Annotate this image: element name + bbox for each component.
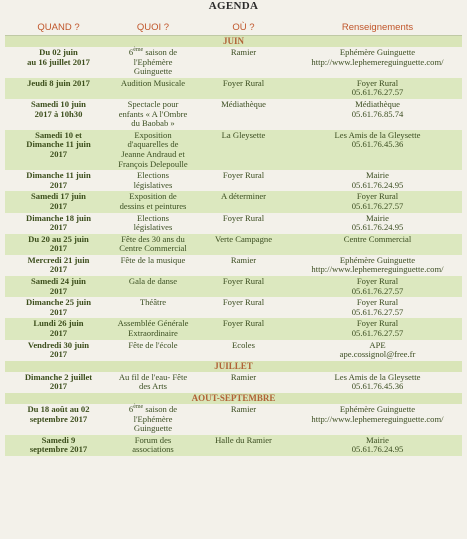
cell-line: Foyer Rural xyxy=(356,77,399,88)
cell-when xyxy=(5,234,112,255)
cell-where xyxy=(194,297,293,318)
cell-line: Dimanche 25 juin xyxy=(26,297,91,308)
event-row xyxy=(5,191,462,212)
cell-when xyxy=(5,372,112,393)
cell-line: Centre Commercial xyxy=(343,233,412,244)
event-row xyxy=(5,130,462,170)
section-label: JUILLET xyxy=(5,361,462,372)
cell-when xyxy=(5,255,112,276)
cell-line: l'Ephémère xyxy=(133,413,173,424)
cell-line: 2017 xyxy=(49,243,68,254)
cell-line: APE xyxy=(369,339,386,350)
cell-where xyxy=(194,191,293,212)
cell-what xyxy=(112,318,194,339)
cell-line: Gala de danse xyxy=(128,276,178,287)
header-renseignements: Renseignements xyxy=(293,20,462,36)
cell-line: 05.61.76.27.57 xyxy=(351,328,404,339)
cell-line: 2017 xyxy=(49,306,68,317)
cell-line: 2017 xyxy=(49,222,68,233)
cell-line: Foyer Rural xyxy=(222,297,265,308)
cell-when xyxy=(5,47,112,78)
cell-line: 05.61.76.24.95 xyxy=(351,179,404,190)
cell-line: http://www.lephemereguinguette.com/ xyxy=(311,264,444,275)
cell-what xyxy=(112,297,194,318)
section-row xyxy=(5,361,462,372)
cell-line: Fête des 30 ans du xyxy=(121,233,185,244)
cell-what xyxy=(112,404,194,435)
header-quand: QUAND ? xyxy=(5,20,112,36)
cell-line: 2017 xyxy=(49,148,68,159)
cell-line: 6ème saison de xyxy=(128,47,178,57)
cell-info xyxy=(293,130,462,170)
cell-line: 05.61.76.85.74 xyxy=(351,108,404,119)
cell-line: Ramier xyxy=(230,404,257,414)
section-row xyxy=(5,36,462,48)
cell-line: 2017 xyxy=(49,285,68,296)
cell-when xyxy=(5,276,112,297)
cell-info xyxy=(293,213,462,234)
event-row xyxy=(5,297,462,318)
cell-line: législatives xyxy=(133,222,173,233)
cell-line: Mercredi 21 juin xyxy=(27,254,90,265)
cell-line: Halle du Ramier xyxy=(215,434,272,445)
cell-line: 2017 xyxy=(49,349,68,360)
cell-line: Dimanche 18 juin xyxy=(26,212,91,223)
cell-where xyxy=(194,255,293,276)
cell-line: Foyer Rural xyxy=(222,318,265,329)
cell-line: Ramier xyxy=(230,47,257,57)
cell-line: Vendredi 30 juin xyxy=(27,339,90,350)
cell-what xyxy=(112,435,194,456)
event-row xyxy=(5,340,462,361)
cell-line: Guinguette xyxy=(133,423,173,434)
cell-line: Au fil de l'eau- Fête xyxy=(118,371,188,382)
cell-line: Foyer Rural xyxy=(222,170,265,181)
section-label: AOUT-SEPTEMBRE xyxy=(5,393,462,404)
cell-line: Dimanche 11 juin xyxy=(26,170,91,181)
cell-when xyxy=(5,99,112,130)
cell-where xyxy=(194,276,293,297)
cell-line: Médiathèque xyxy=(221,98,266,109)
cell-line: 05.61.76.24.95 xyxy=(351,222,404,233)
cell-what xyxy=(112,99,194,130)
event-row xyxy=(5,404,462,435)
event-row xyxy=(5,78,462,99)
cell-line: Foyer Rural xyxy=(356,191,399,202)
cell-line: Elections xyxy=(137,170,169,181)
cell-line: Lundi 26 juin xyxy=(33,318,84,329)
cell-where xyxy=(194,99,293,130)
cell-line: législatives xyxy=(133,179,173,190)
cell-line: septembre 2017 xyxy=(29,444,88,455)
agenda-table xyxy=(5,20,462,456)
cell-line: Jeudi 8 juin 2017 xyxy=(27,77,90,88)
cell-what xyxy=(112,372,194,393)
cell-what xyxy=(112,276,194,297)
section-label: JUIN xyxy=(5,36,462,48)
cell-when xyxy=(5,130,112,170)
cell-line: Samedi 24 juin xyxy=(31,276,86,287)
cell-what xyxy=(112,213,194,234)
cell-when xyxy=(5,213,112,234)
agenda-title: AGENDA xyxy=(208,0,259,12)
cell-where xyxy=(194,130,293,170)
cell-what xyxy=(112,340,194,361)
cell-info xyxy=(293,435,462,456)
cell-when xyxy=(5,435,112,456)
cell-line: Forum des xyxy=(134,434,172,445)
cell-line: 2017 xyxy=(49,328,68,339)
cell-line: Extraordinaire xyxy=(128,328,178,339)
cell-line: Mairie xyxy=(366,434,389,445)
cell-line: 6ème saison de xyxy=(128,404,178,414)
cell-line: Ephémère Guinguette xyxy=(339,254,416,265)
cell-line: 2017 à 10h30 xyxy=(34,108,83,119)
cell-line: Fête de la musique xyxy=(120,254,186,265)
cell-line: Samedi 9 xyxy=(41,434,76,445)
cell-line: 2017 xyxy=(49,200,68,211)
cell-line: Samedi 10 et xyxy=(35,129,82,140)
header-row xyxy=(5,20,462,36)
cell-line: Du 18 août au 02 xyxy=(27,404,90,414)
cell-line: Les Amis de la Gleysette xyxy=(334,371,421,382)
cell-line: ape.cossignol@free.fr xyxy=(339,349,416,360)
cell-line: Les Amis de la Gleysette xyxy=(334,129,421,140)
cell-info xyxy=(293,297,462,318)
cell-line: Centre Commercial xyxy=(119,243,187,254)
event-row xyxy=(5,213,462,234)
cell-line: Foyer Rural xyxy=(222,276,265,287)
cell-line: l'Ephémère xyxy=(133,56,173,67)
cell-line: Guinguette xyxy=(133,66,173,77)
cell-line: A déterminer xyxy=(220,191,267,202)
cell-info xyxy=(293,318,462,339)
cell-line: Samedi 10 juin xyxy=(31,98,86,109)
cell-line: 2017 xyxy=(49,179,68,190)
cell-line: 05.61.76.24.95 xyxy=(351,444,404,455)
cell-info xyxy=(293,372,462,393)
cell-line: Foyer Rural xyxy=(222,77,265,88)
cell-line: 05.61.76.45.36 xyxy=(351,139,404,150)
cell-line: Du 02 juin xyxy=(39,47,78,57)
cell-line: Ramier xyxy=(230,254,257,265)
agenda-body xyxy=(5,36,462,456)
cell-line: du Baobab » xyxy=(131,118,175,129)
cell-when xyxy=(5,318,112,339)
cell-info xyxy=(293,99,462,130)
cell-line: Elections xyxy=(137,212,169,223)
cell-info xyxy=(293,255,462,276)
cell-info xyxy=(293,47,462,78)
cell-line: Mairie xyxy=(366,212,389,223)
cell-line: Foyer Rural xyxy=(356,318,399,329)
cell-info xyxy=(293,78,462,99)
event-row xyxy=(5,255,462,276)
cell-where xyxy=(194,234,293,255)
cell-line: Dimanche 11 juin xyxy=(26,139,91,150)
event-row xyxy=(5,234,462,255)
cell-line: Audition Musicale xyxy=(120,77,186,88)
cell-line: http://www.lephemereguinguette.com/ xyxy=(311,413,444,424)
cell-line: 2017 xyxy=(49,381,68,392)
cell-line: Médiathèque xyxy=(355,98,400,109)
event-row xyxy=(5,435,462,456)
event-row xyxy=(5,276,462,297)
cell-where xyxy=(194,404,293,435)
cell-what xyxy=(112,130,194,170)
cell-line: Ecoles xyxy=(232,339,255,350)
cell-line: 05.61.76.27.57 xyxy=(351,306,404,317)
cell-line: 05.61.76.27.57 xyxy=(351,200,404,211)
cell-what xyxy=(112,234,194,255)
cell-line: Foyer Rural xyxy=(356,297,399,308)
cell-when xyxy=(5,404,112,435)
cell-when xyxy=(5,78,112,99)
cell-line: 05.61.76.27.57 xyxy=(351,87,404,98)
cell-line: associations xyxy=(132,444,174,455)
cell-line: septembre 2017 xyxy=(29,413,88,424)
cell-line: Dimanche 2 juillet xyxy=(24,371,93,382)
cell-line: Samedi 17 juin xyxy=(31,191,86,202)
section-row xyxy=(5,393,462,404)
header-ou: OÙ ? xyxy=(194,20,293,36)
cell-where xyxy=(194,47,293,78)
cell-when xyxy=(5,170,112,191)
cell-info xyxy=(293,340,462,361)
event-row xyxy=(5,99,462,130)
cell-line: Spectacle pour xyxy=(127,98,179,109)
cell-where xyxy=(194,318,293,339)
cell-line: Théâtre xyxy=(139,297,167,308)
cell-when xyxy=(5,297,112,318)
cell-line: Ramier xyxy=(230,371,257,382)
cell-what xyxy=(112,170,194,191)
cell-line: Exposition de xyxy=(129,191,177,202)
cell-line: enfants « A l'Ombre xyxy=(118,108,188,119)
event-row xyxy=(5,372,462,393)
event-row xyxy=(5,318,462,339)
cell-line: Verte Campagne xyxy=(214,233,273,244)
cell-line: Ephémère Guinguette xyxy=(339,47,416,57)
cell-line: http://www.lephemereguinguette.com/ xyxy=(311,56,444,67)
cell-info xyxy=(293,191,462,212)
cell-line: Assemblée Générale xyxy=(117,318,189,329)
cell-line: Du 20 au 25 juin xyxy=(28,233,89,244)
cell-info xyxy=(293,404,462,435)
cell-line: François Delepoulle xyxy=(118,158,188,169)
cell-line: Fête de l'école xyxy=(128,339,178,350)
cell-line: Jeanne Andraud et xyxy=(121,148,185,159)
cell-line: 05.61.76.45.36 xyxy=(351,381,404,392)
cell-what xyxy=(112,191,194,212)
cell-what xyxy=(112,47,194,78)
cell-info xyxy=(293,234,462,255)
cell-when xyxy=(5,191,112,212)
cell-line: Foyer Rural xyxy=(356,276,399,287)
cell-when xyxy=(5,340,112,361)
cell-info xyxy=(293,170,462,191)
cell-line: La Gleysette xyxy=(221,129,266,140)
event-row xyxy=(5,47,462,78)
cell-where xyxy=(194,213,293,234)
cell-info xyxy=(293,276,462,297)
cell-line: Exposition xyxy=(134,129,172,140)
cell-line: Ephémère Guinguette xyxy=(339,404,416,414)
cell-line: Mairie xyxy=(366,170,389,181)
cell-where xyxy=(194,170,293,191)
cell-where xyxy=(194,78,293,99)
cell-where xyxy=(194,340,293,361)
cell-line: dessins et peintures xyxy=(119,200,187,211)
cell-line: 2017 xyxy=(49,264,68,275)
cell-line: Foyer Rural xyxy=(222,212,265,223)
cell-line: des Arts xyxy=(139,381,167,392)
cell-line: 05.61.76.27.57 xyxy=(351,285,404,296)
cell-line: d'aquarelles de xyxy=(127,139,179,150)
cell-what xyxy=(112,78,194,99)
header-quoi: QUOI ? xyxy=(112,20,194,36)
cell-what xyxy=(112,255,194,276)
cell-where xyxy=(194,372,293,393)
cell-line: au 16 juillet 2017 xyxy=(27,56,90,67)
cell-where xyxy=(194,435,293,456)
event-row xyxy=(5,170,462,191)
